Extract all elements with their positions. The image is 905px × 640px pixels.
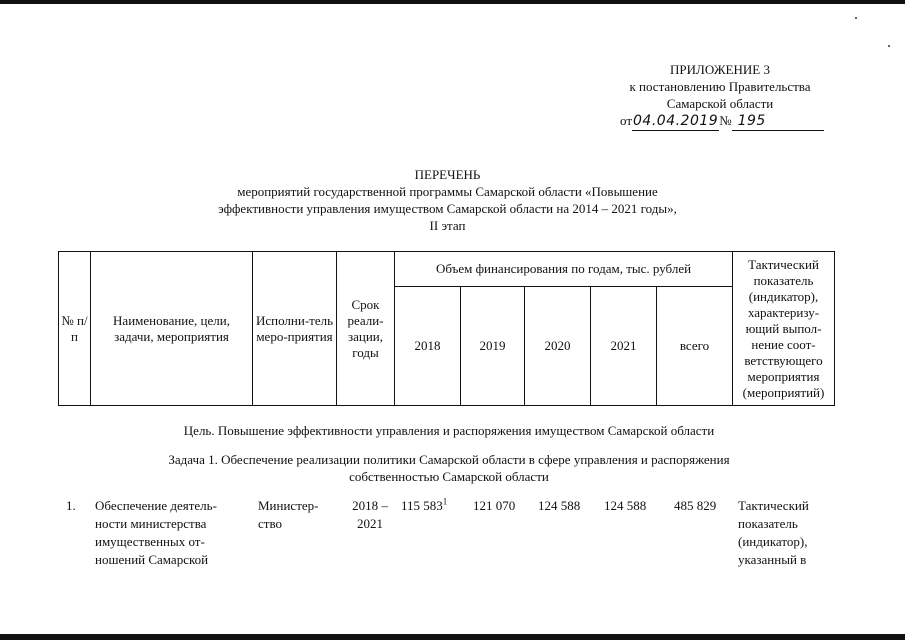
row-indicator-line: Тактический	[738, 498, 809, 513]
row-term	[342, 497, 398, 533]
appendix-decree-line: к постановлению Правительства	[629, 79, 811, 94]
handwritten-date: 04.04.2019	[633, 113, 719, 129]
header-executor: Исполни-тель меро-приятия	[253, 252, 337, 406]
header-num: № п/п	[59, 252, 91, 406]
row-executor	[258, 497, 338, 533]
task-text	[58, 451, 840, 485]
row-term-line: 2018 –	[352, 498, 388, 513]
row-term-line: 2021	[357, 516, 383, 531]
scan-speck	[888, 45, 890, 47]
row-num: 1.	[66, 498, 76, 513]
handwritten-number: 195	[732, 113, 824, 131]
row-value-total: 485 829	[674, 498, 717, 513]
appendix-block	[600, 61, 840, 131]
row-executor-line: ство	[258, 516, 283, 531]
heading-line-3: II этап	[429, 218, 466, 233]
header-term: Срок реали-зации, годы	[337, 252, 395, 406]
document-heading	[150, 166, 745, 234]
header-financing: Объем финансирования по годам, тыс. рублей	[395, 252, 733, 287]
value-2018: 115 583	[401, 498, 443, 513]
row-indicator-line: показатель	[738, 516, 798, 531]
header-year-2020: 2020	[525, 287, 591, 406]
row-indicator-line: (индикатор),	[738, 534, 808, 549]
row-name-line: ношений Самарской	[95, 552, 209, 567]
header-year-2019: 2019	[461, 287, 525, 406]
appendix-date-line	[600, 112, 840, 131]
task-line-2: собственностью Самарской области	[349, 469, 549, 484]
row-name-line: имущественных от-	[95, 534, 205, 549]
row-executor-line: Министер-	[258, 498, 319, 513]
row-name-line: Обеспечение деятель-	[95, 498, 217, 513]
header-indicator: Тактический показатель (индикатор), характеризу-ющий выпол-нение соот-ветствующего мероприятия (мероприятий)	[733, 252, 835, 406]
scan-edge-bottom	[0, 634, 905, 640]
scan-edge-top	[0, 0, 905, 4]
row-name	[95, 497, 255, 569]
row-indicator-line: указанный в	[738, 552, 807, 567]
header-year-2018: 2018	[395, 287, 461, 406]
measures-table-header	[58, 251, 835, 406]
task-line-1: Задача 1. Обеспечение реализации политики Самарской области в сфере управления и распоряжения	[168, 452, 730, 467]
heading-line-1: мероприятий государственной программы Самарской области «Повышение	[237, 184, 658, 199]
row-indicator	[738, 497, 842, 569]
header-name: Наименование, цели, задачи, мероприятия	[91, 252, 253, 406]
row-value-2020: 124 588	[538, 498, 581, 513]
heading-title: ПЕРЕЧЕНЬ	[414, 167, 481, 182]
row-value-2019: 121 070	[473, 498, 516, 513]
row-value-2021: 124 588	[604, 498, 647, 513]
appendix-region-line: Самарской области	[666, 96, 774, 111]
footnote-mark: 1	[442, 496, 448, 507]
number-sign: №	[719, 113, 732, 128]
date-prefix: от	[620, 113, 633, 128]
heading-line-2: эффективности управления имуществом Самарской области на 2014 – 2021 годы»,	[218, 201, 677, 216]
scan-speck	[855, 17, 857, 19]
row-value-2018	[401, 497, 447, 515]
goal-text: Цель. Повышение эффективности управления и распоряжения имуществом Самарской области	[183, 423, 715, 438]
appendix-title: ПРИЛОЖЕНИЕ 3	[670, 62, 770, 77]
header-year-2021: 2021	[591, 287, 657, 406]
row-name-line: ности министерства	[95, 516, 207, 531]
header-total: всего	[657, 287, 733, 406]
